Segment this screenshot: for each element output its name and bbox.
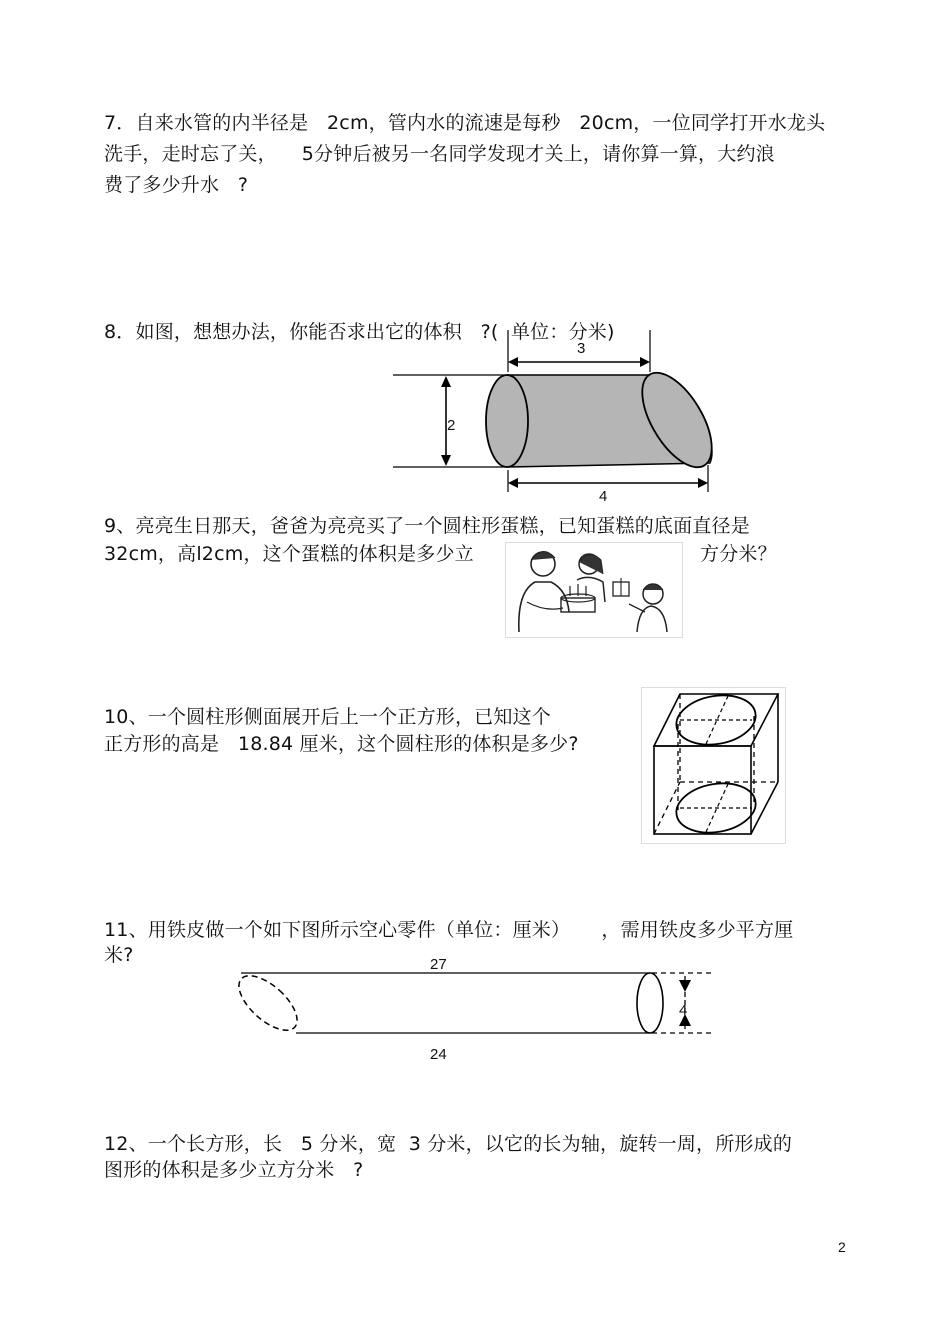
q11-dimension-right: 4 bbox=[679, 1002, 688, 1019]
page-number: 2 bbox=[838, 1239, 846, 1255]
q11-line-2: 米? bbox=[104, 944, 134, 966]
q9-line-2-end: 方分米？ bbox=[700, 543, 777, 565]
q11-dimension-top: 27 bbox=[430, 956, 447, 973]
q7-line-2: 洗手，走时忘了关， 5分钟后被另一名同学发现才关上，请你算一算，大约浪 bbox=[104, 143, 775, 165]
q7-line-3: 费了多少升水 ? bbox=[104, 174, 249, 196]
q8-dimension-left: 2 bbox=[447, 417, 456, 434]
q12-line-2: 图形的体积是多少立方分米 ? bbox=[104, 1159, 364, 1181]
q10-line-1: 10、一个圆柱形侧面展开后上一个正方形，已知这个 bbox=[104, 706, 551, 728]
q11-dimension-bottom: 24 bbox=[430, 1046, 447, 1063]
q9-line-1: 9、亮亮生日那天，爸爸为亮亮买了一个圆柱形蛋糕，已知蛋糕的底面直径是 bbox=[104, 515, 750, 537]
q8-dimension-top: 3 bbox=[577, 340, 586, 357]
q12-line-1: 12、一个长方形，长 5 分米，宽 3 分米，以它的长为轴，旋转一周，所形成的 bbox=[104, 1133, 793, 1155]
q9-line-2: 32cm，高l2cm，这个蛋糕的体积是多少立 bbox=[104, 543, 474, 565]
q8-dimension-bottom: 4 bbox=[599, 488, 608, 505]
q11-line-1: 11、用铁皮做一个如下图所示空心零件（单位：厘米） ，需用铁皮多少平方厘 bbox=[104, 919, 794, 941]
q8-line-1: 8．如图，想想办法，你能否求出它的体积 ?( 单位：分米) bbox=[104, 321, 615, 343]
q7-line-1: 7．自来水管的内半径是 2cm，管内水的流速是每秒 20cm，一位同学打开水龙头 bbox=[104, 112, 826, 134]
q10-line-2: 正方形的高是 18.84 厘米，这个圆柱形的体积是多少? bbox=[104, 733, 579, 755]
